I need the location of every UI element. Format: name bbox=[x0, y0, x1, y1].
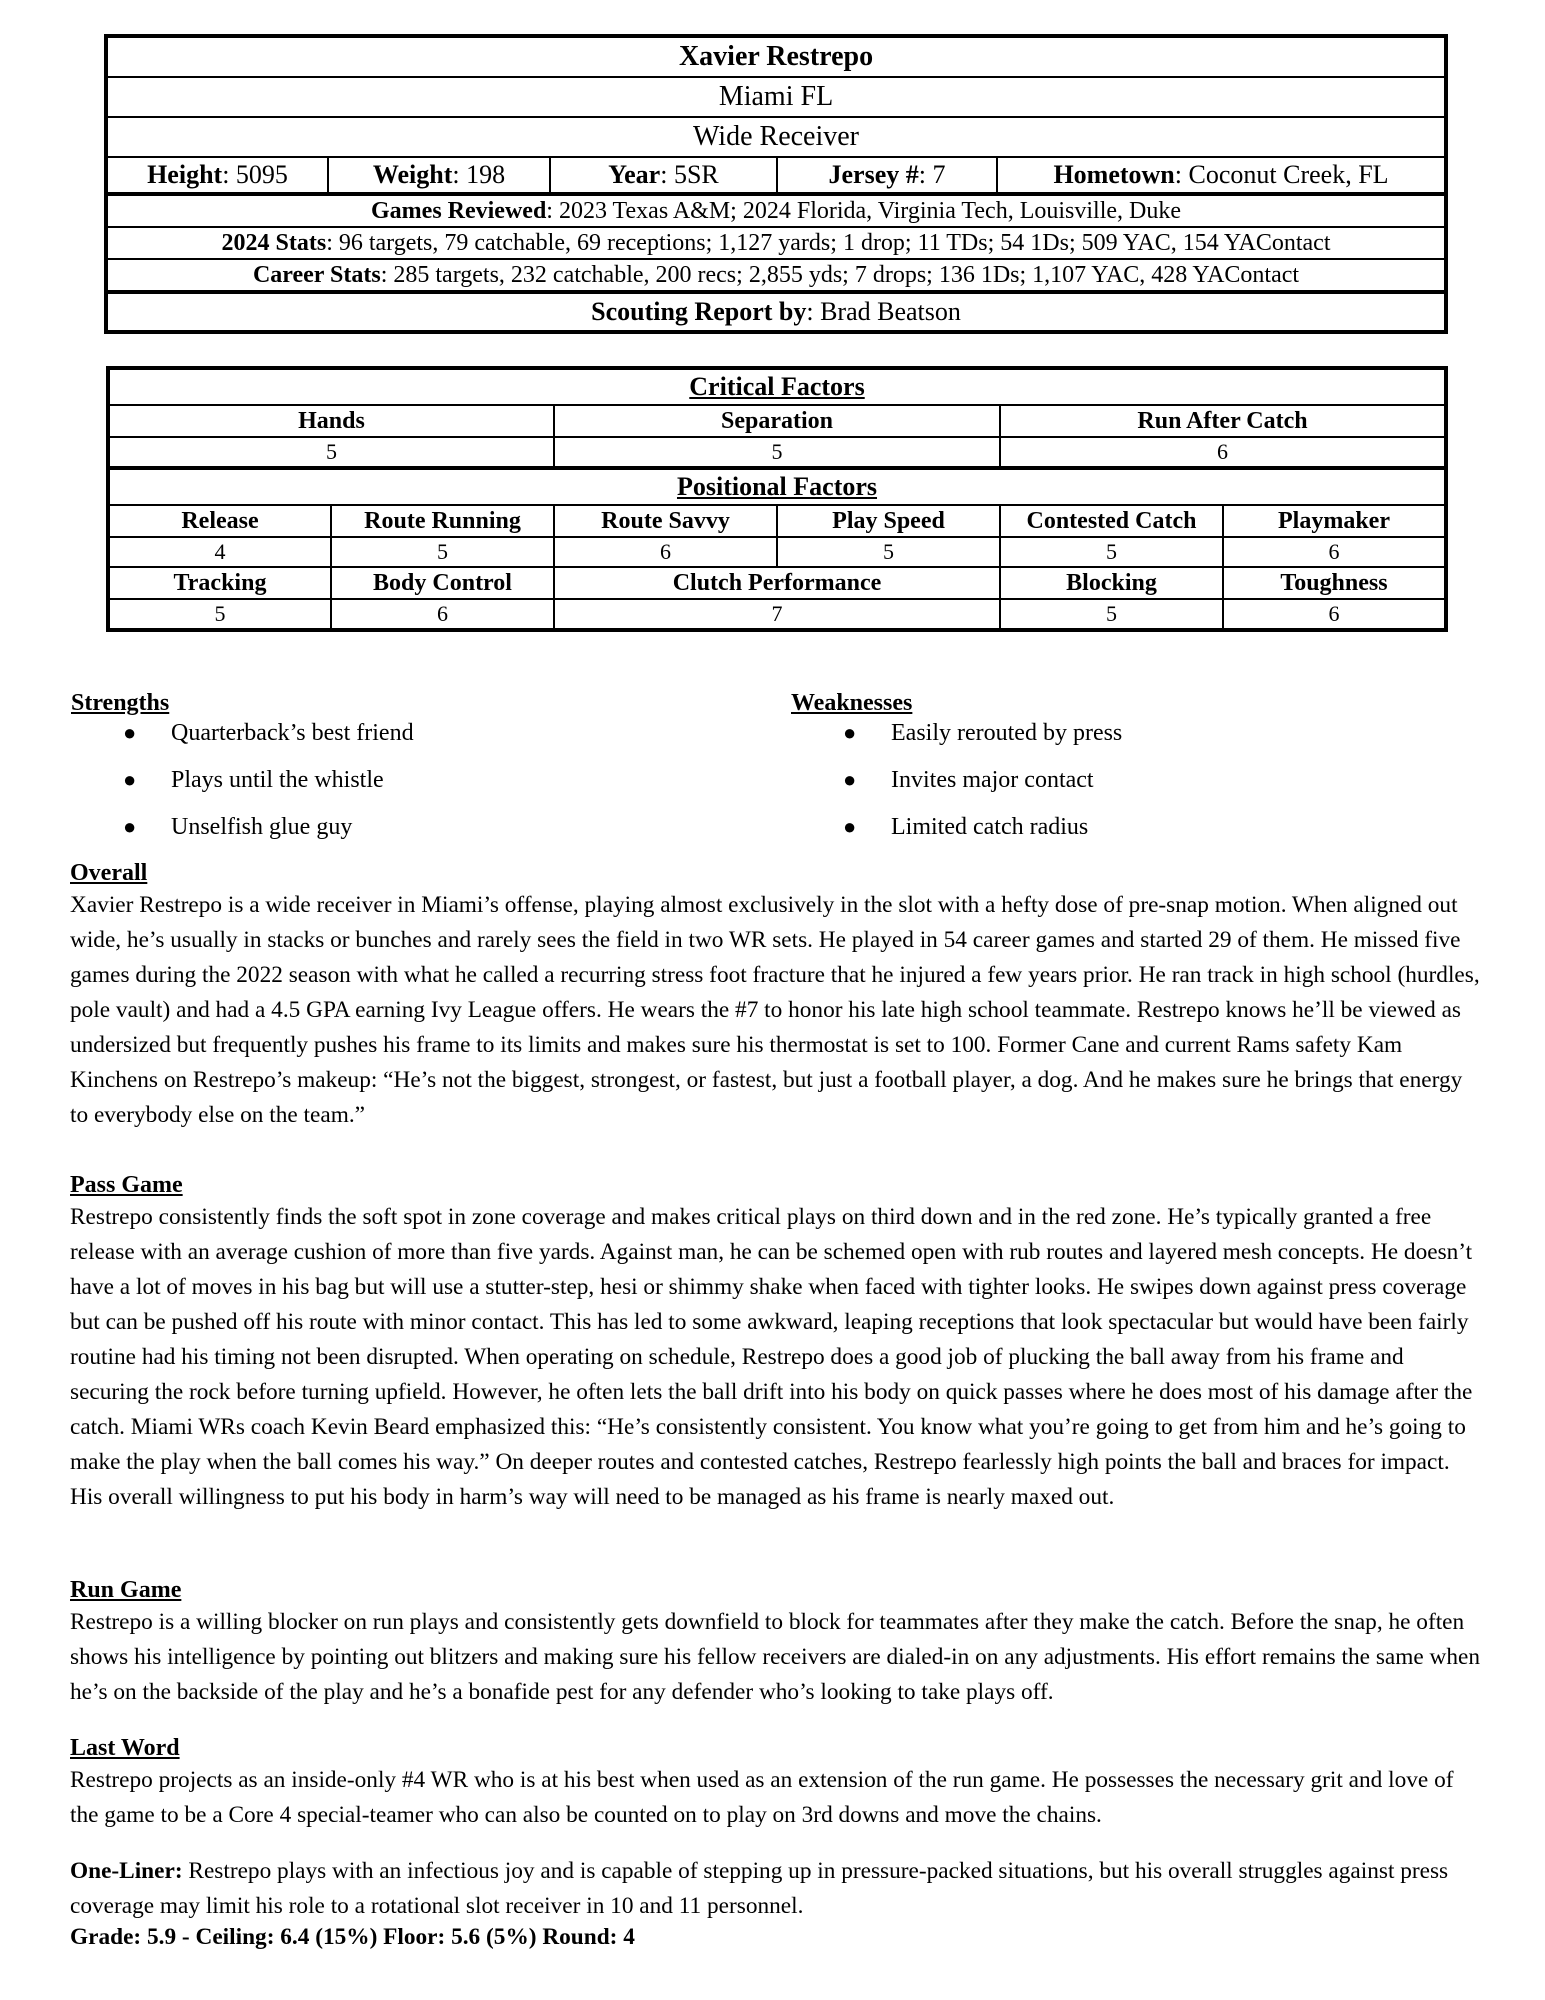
last-word-section bbox=[70, 1733, 1480, 1833]
scouting-report-by: Scouting Report by: Brad Beatson bbox=[106, 292, 1446, 332]
height-cell: Height: 5095 bbox=[106, 157, 328, 194]
player-position: Wide Receiver bbox=[106, 117, 1446, 157]
factor-value: 4 bbox=[108, 537, 331, 567]
factor-value: 7 bbox=[554, 599, 1000, 630]
factor-label: Route Savvy bbox=[554, 505, 777, 537]
bullet-icon: ● bbox=[843, 814, 857, 839]
bullet-icon: ● bbox=[123, 720, 137, 745]
weaknesses-section bbox=[791, 688, 1122, 859]
factor-value: 6 bbox=[331, 599, 554, 630]
list-item: ● Unselfish glue guy bbox=[123, 814, 353, 840]
career-stats: Career Stats: 285 targets, 232 catchable, 200 recs; 2,855 yds; 7 drops; 136 1Ds; 1,107 YAC, 428 YAContact bbox=[106, 259, 1446, 292]
last-word-heading: Last Word bbox=[70, 1735, 180, 1761]
factor-value: 5 bbox=[1000, 599, 1223, 630]
strengths-section bbox=[71, 688, 414, 859]
strengths-heading: Strengths bbox=[71, 690, 170, 716]
factor-value: 6 bbox=[1000, 437, 1446, 468]
run-game-section bbox=[70, 1575, 1480, 1710]
bullet-icon: ● bbox=[123, 814, 137, 839]
pass-game-heading: Pass Game bbox=[70, 1172, 183, 1198]
run-game-heading: Run Game bbox=[70, 1577, 182, 1603]
pass-game-section bbox=[70, 1170, 1480, 1515]
factor-label: Play Speed bbox=[777, 505, 1000, 537]
factor-label: Body Control bbox=[331, 567, 554, 599]
pass-game-text: Restrepo consistently finds the soft spot in zone coverage and makes critical plays on third down and in the red zone. He’s typically granted a free release with an average cushion of more than five yards. Against man, he can be schemed open with rub routes and layered mesh concepts. He doesn’t have a lot of moves in his bag but will use a stutter-step, hesi or shimmy shake when faced with tighter looks. He swipes down against press coverage but can be pushed off his route with minor contact. This has led to some awkward, leaping receptions that look spectacular but would have been fairly routine had his timing not been disrupted. When operating on schedule, Restrepo does a good job of plucking the ball away from his frame and securing the rock before turning upfield. However, he often lets the ball drift into his body on quick passes where he does most of his damage after the catch. Miami WRs coach Kevin Beard emphasized this: “He’s consistently consistent. You know what you’re going to get from him and he’s going to make the play when the ball comes his way.” On deeper routes and contested catches, Restrepo fearlessly high points the ball and braces for impact. His overall willingness to put his body in harm’s way will need to be managed as his frame is nearly maxed out. bbox=[70, 1204, 1473, 1510]
factor-label: Release bbox=[108, 505, 331, 537]
last-word-text: Restrepo projects as an inside-only #4 WR who is at his best when used as an extension of the run game. He possesses the necessary grit and love of the game to be a Core 4 special-teamer who can also be counted on to play on 3rd downs and move the chains. bbox=[70, 1767, 1454, 1828]
stats-2024: 2024 Stats: 96 targets, 79 catchable, 69 receptions; 1,127 yards; 1 drop; 11 TDs; 54 1Ds; 509 YAC, 154 YAContact bbox=[106, 227, 1446, 259]
weaknesses-heading: Weaknesses bbox=[791, 690, 913, 716]
one-liner-label: One-Liner: bbox=[70, 1858, 183, 1884]
games-reviewed: Games Reviewed: 2023 Texas A&M; 2024 Florida, Virginia Tech, Louisville, Duke bbox=[106, 194, 1446, 227]
factor-label: Separation bbox=[554, 405, 1000, 437]
factor-label: Clutch Performance bbox=[554, 567, 1000, 599]
player-school: Miami FL bbox=[106, 77, 1446, 117]
factor-value: 5 bbox=[108, 599, 331, 630]
run-game-text: Restrepo is a willing blocker on run plays and consistently gets downfield to block for teammates after they make the catch. Before the snap, he often shows his intelligence by pointing out blitzers and making sure his fellow receivers are dialed-in on any adjustments. His effort remains the same when he’s on the backside of the play and he’s a bonafide pest for any defender who’s looking to take plays off. bbox=[70, 1609, 1480, 1705]
list-item: ● Plays until the whistle bbox=[123, 767, 384, 793]
factor-label: Contested Catch bbox=[1000, 505, 1223, 537]
factors-table bbox=[106, 366, 1448, 632]
list-item: ● Quarterback’s best friend bbox=[123, 720, 414, 746]
factor-label: Hands bbox=[108, 405, 554, 437]
factor-label: Blocking bbox=[1000, 567, 1223, 599]
bullet-icon: ● bbox=[843, 767, 857, 792]
critical-factors-title: Critical Factors bbox=[108, 368, 1446, 405]
jersey-cell: Jersey #: 7 bbox=[777, 157, 997, 194]
grade-line: Grade: 5.9 - Ceiling: 6.4 (15%) Floor: 5.6 (5%) Round: 4 bbox=[70, 1924, 635, 1950]
factor-value: 6 bbox=[554, 537, 777, 567]
player-header-table bbox=[104, 34, 1448, 334]
overall-heading: Overall bbox=[70, 860, 148, 886]
overall-text: Xavier Restrepo is a wide receiver in Miami’s offense, playing almost exclusively in the slot with a hefty dose of pre-snap motion. When aligned out wide, he’s usually in stacks or bunches and rarely sees the field in two WR sets. He played in 54 career games and started 29 of them. He missed five games during the 2022 season with what he called a recurring stress foot fracture that he injured a few years prior. He ran track in high school (hurdles, pole vault) and had a 4.5 GPA earning Ivy League offers. He wears the #7 to honor his late high school teammate. Restrepo knows he’ll be viewed as undersized but frequently pushes his frame to its limits and makes sure his thermostat is set to 100. Former Cane and current Rams safety Kam Kinchens on Restrepo’s makeup: “He’s not the biggest, strongest, or fastest, but just a football player, a dog. And he makes sure he brings that energy to everybody else on the team.” bbox=[70, 892, 1480, 1128]
list-item: ● Invites major contact bbox=[843, 767, 1094, 793]
strengths-list bbox=[71, 718, 414, 859]
player-name: Xavier Restrepo bbox=[106, 36, 1446, 77]
factor-label: Playmaker bbox=[1223, 505, 1446, 537]
factor-value: 6 bbox=[1223, 537, 1446, 567]
one-liner-section bbox=[70, 1854, 1480, 1924]
bullet-icon: ● bbox=[123, 767, 137, 792]
weight-cell: Weight: 198 bbox=[328, 157, 550, 194]
factor-label: Route Running bbox=[331, 505, 554, 537]
factor-label: Run After Catch bbox=[1000, 405, 1446, 437]
factor-label: Tracking bbox=[108, 567, 331, 599]
bullet-icon: ● bbox=[843, 720, 857, 745]
factor-value: 5 bbox=[331, 537, 554, 567]
factor-value: 5 bbox=[777, 537, 1000, 567]
positional-factors-title: Positional Factors bbox=[108, 468, 1446, 505]
list-item: ● Limited catch radius bbox=[843, 814, 1089, 840]
factor-value: 6 bbox=[1223, 599, 1446, 630]
overall-section bbox=[70, 858, 1480, 1133]
hometown-cell: Hometown: Coconut Creek, FL bbox=[997, 157, 1446, 194]
factor-value: 5 bbox=[1000, 537, 1223, 567]
factor-value: 5 bbox=[108, 437, 554, 468]
weaknesses-list bbox=[791, 718, 1122, 859]
factor-label: Toughness bbox=[1223, 567, 1446, 599]
one-liner-text: One-Liner: Restrepo plays with an infectious joy and is capable of stepping up in pressure-packed situations, but his overall struggles against press coverage may limit his role to a rotational slot receiver in 10 and 11 personnel. bbox=[70, 1858, 1449, 1919]
factor-value: 5 bbox=[554, 437, 1000, 468]
list-item: ● Easily rerouted by press bbox=[843, 720, 1123, 746]
year-cell: Year: 5SR bbox=[550, 157, 777, 194]
